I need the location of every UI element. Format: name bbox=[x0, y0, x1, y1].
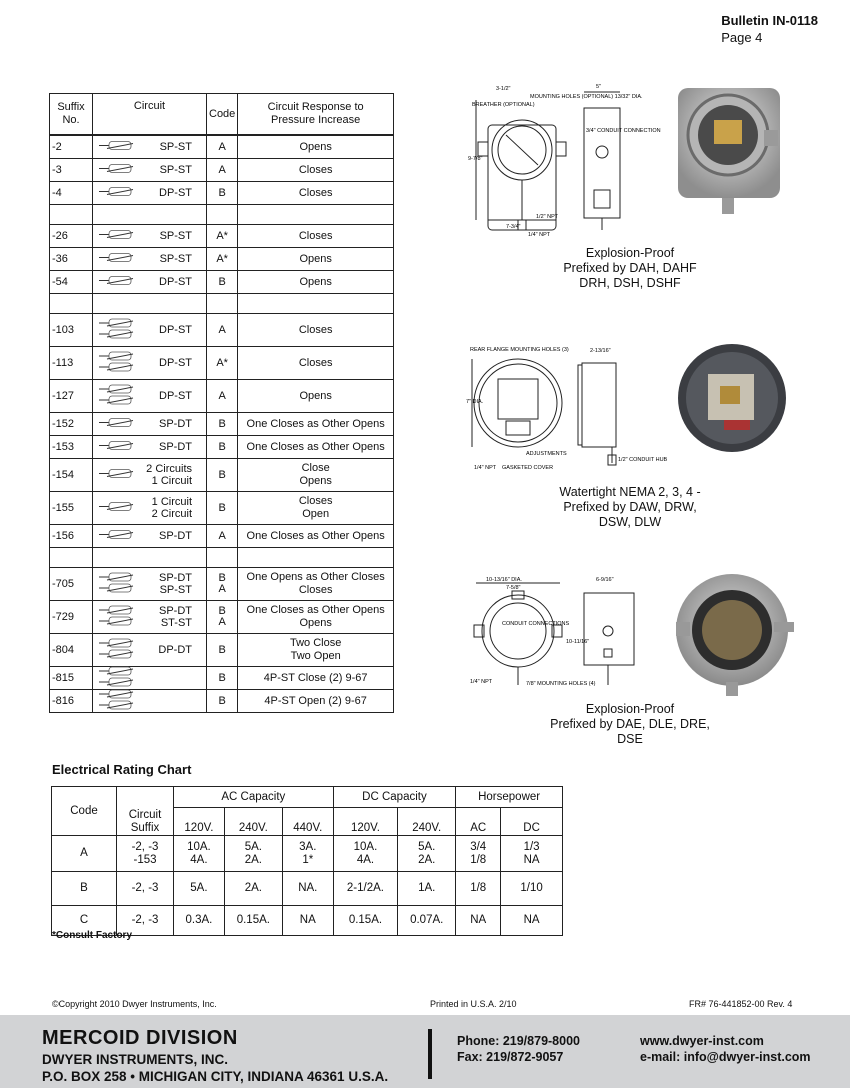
rating-cell-suffix: -2, -3 bbox=[117, 872, 174, 906]
fig2-label-c: 7" DIA. bbox=[466, 399, 484, 405]
code-cell: B bbox=[207, 271, 238, 294]
rating-cell-dc120: 10A. 4A. bbox=[333, 836, 398, 872]
code-cell: A bbox=[207, 380, 238, 413]
code-cell: B bbox=[207, 413, 238, 436]
fig3-label-e: 10-11/16" bbox=[566, 639, 590, 645]
suffix-row bbox=[50, 248, 394, 271]
rating-cell-hpac: 1/8 bbox=[456, 872, 501, 906]
website-link[interactable]: www.dwyer-inst.com bbox=[640, 1034, 764, 1048]
switch-symbol-icon bbox=[97, 530, 141, 543]
circuit-cell bbox=[93, 347, 207, 380]
circuit-label: SP-DT ST-ST bbox=[159, 605, 192, 629]
response-cell: Opens bbox=[238, 248, 394, 271]
erc-header-ac: AC Capacity bbox=[174, 787, 334, 808]
suffix-cell: -815 bbox=[50, 667, 93, 690]
suffix-row bbox=[50, 159, 394, 182]
switch-symbol-icon bbox=[97, 605, 141, 629]
fig3-label-d: CONDUIT CONNECTIONS bbox=[502, 621, 570, 627]
response-cell: 4P-ST Close (2) 9-67 bbox=[238, 667, 394, 690]
rating-cell-code: A bbox=[52, 836, 117, 872]
suffix-cell: -152 bbox=[50, 413, 93, 436]
electrical-chart-title: Electrical Rating Chart bbox=[52, 762, 192, 777]
switch-symbol-icon bbox=[97, 384, 141, 408]
suffix-row bbox=[50, 182, 394, 205]
circuit-cell bbox=[93, 690, 207, 713]
circuit-cell bbox=[93, 459, 207, 492]
suffix-cell: -103 bbox=[50, 314, 93, 347]
response-cell: Closes bbox=[238, 314, 394, 347]
erc-dc-120: 120V. bbox=[333, 808, 398, 836]
suffix-row bbox=[50, 568, 394, 601]
suffix-row bbox=[50, 413, 394, 436]
fig2-label-d: ADJUSTMENTS bbox=[526, 451, 567, 457]
response-cell: Closes bbox=[238, 182, 394, 205]
suffix-cell: -127 bbox=[50, 380, 93, 413]
suffix-row bbox=[50, 271, 394, 294]
switch-symbol-icon bbox=[97, 351, 141, 375]
response-cell: Opens bbox=[238, 380, 394, 413]
code-cell: B bbox=[207, 634, 238, 667]
response-cell: Closes Open bbox=[238, 492, 394, 525]
switch-symbol-icon bbox=[97, 318, 141, 342]
suffix-cell: -804 bbox=[50, 634, 93, 667]
switch-symbol-icon bbox=[97, 502, 141, 515]
suffix-cell: -2 bbox=[50, 135, 93, 159]
rating-cell-code: B bbox=[52, 872, 117, 906]
suffix-cell: -154 bbox=[50, 459, 93, 492]
copyright: ©Copyright 2010 Dwyer Instruments, Inc. bbox=[52, 999, 217, 1009]
spacer-row bbox=[50, 205, 394, 225]
footer-band bbox=[0, 1015, 850, 1088]
code-cell: B bbox=[207, 182, 238, 205]
fig1-label-g: 7-3/4" bbox=[506, 224, 521, 230]
spacer-row bbox=[50, 294, 394, 314]
suffix-cell: -113 bbox=[50, 347, 93, 380]
switch-symbol-icon bbox=[97, 469, 141, 482]
erc-hp-dc: DC bbox=[501, 808, 563, 836]
code-cell: B A bbox=[207, 568, 238, 601]
header-code: Code bbox=[207, 94, 238, 136]
rating-cell-ac240: 0.15A. bbox=[224, 906, 282, 936]
rating-cell-ac120: 10A. 4A. bbox=[174, 836, 225, 872]
suffix-cell: -729 bbox=[50, 601, 93, 634]
response-cell: 4P-ST Open (2) 9-67 bbox=[238, 690, 394, 713]
suffix-cell: -26 bbox=[50, 225, 93, 248]
suffix-row bbox=[50, 667, 394, 690]
code-cell: A bbox=[207, 314, 238, 347]
suffix-cell: -4 bbox=[50, 182, 93, 205]
suffix-row bbox=[50, 601, 394, 634]
circuit-label: DP-DT bbox=[158, 644, 192, 656]
code-cell: A* bbox=[207, 225, 238, 248]
code-cell: A bbox=[207, 135, 238, 159]
rating-cell-dc240: 5A. 2A. bbox=[398, 836, 456, 872]
suffix-row bbox=[50, 690, 394, 713]
circuit-cell bbox=[93, 248, 207, 271]
figure-1-drawing bbox=[466, 80, 661, 240]
fig1-label-f: 9-7/8" bbox=[468, 156, 483, 162]
fig1-label-d: MOUNTING HOLES (OPTIONAL) 13/32" DIA. bbox=[530, 94, 643, 100]
rating-cell-ac120: 5A. bbox=[174, 872, 225, 906]
company-address: P.O. BOX 258 • MICHIGAN CITY, INDIANA 46361 U.S.A. bbox=[42, 1069, 389, 1084]
rating-row bbox=[52, 836, 563, 872]
switch-symbol-icon bbox=[97, 638, 141, 662]
erc-ac-120: 120V. bbox=[174, 808, 225, 836]
fig2-label-b: 2-13/16" bbox=[590, 348, 611, 354]
response-cell: One Closes as Other Opens bbox=[238, 525, 394, 548]
switch-symbol-icon bbox=[97, 572, 141, 596]
figure-1-photo bbox=[664, 80, 794, 220]
circuit-cell bbox=[93, 601, 207, 634]
circuit-label: DP-ST bbox=[159, 324, 192, 336]
switch-symbol-icon bbox=[97, 141, 141, 154]
response-cell: One Opens as Other Closes Closes bbox=[238, 568, 394, 601]
switch-symbol-icon bbox=[97, 230, 141, 243]
suffix-row bbox=[50, 225, 394, 248]
contact-phone-block bbox=[457, 1033, 580, 1065]
circuit-cell bbox=[93, 314, 207, 347]
suffix-cell: -155 bbox=[50, 492, 93, 525]
switch-symbol-icon bbox=[97, 689, 141, 713]
circuit-label: DP-ST bbox=[159, 357, 192, 369]
circuit-label: 2 Circuits 1 Circuit bbox=[146, 463, 192, 487]
erc-header-hp: Horsepower bbox=[456, 787, 563, 808]
circuit-cell bbox=[93, 413, 207, 436]
rating-row bbox=[52, 872, 563, 906]
fig3-label-g: 7/8" MOUNTING HOLES (4) bbox=[526, 681, 596, 687]
fig2-label-g: 1/2" CONDUIT HUB bbox=[618, 457, 668, 463]
header-circuit: Circuit bbox=[93, 94, 207, 136]
fig1-label-c: BREATHER (OPTIONAL) bbox=[472, 102, 535, 108]
switch-symbol-icon bbox=[97, 441, 141, 454]
rating-cell-code: C bbox=[52, 906, 117, 936]
suffix-row bbox=[50, 634, 394, 667]
rating-cell-ac120: 0.3A. bbox=[174, 906, 225, 936]
suffix-cell: -3 bbox=[50, 159, 93, 182]
circuit-label: SP-DT bbox=[159, 418, 192, 430]
erc-ac-240: 240V. bbox=[224, 808, 282, 836]
fig3-label-f: 1/4" NPT bbox=[470, 679, 493, 685]
code-cell: B bbox=[207, 690, 238, 713]
rating-cell-hpac: NA bbox=[456, 906, 501, 936]
response-cell: One Closes as Other Opens bbox=[238, 413, 394, 436]
switch-symbol-icon bbox=[97, 253, 141, 266]
figure-2-caption: Watertight NEMA 2, 3, 4 - Prefixed by DAW, DRW, DSW, DLW bbox=[559, 485, 701, 529]
erc-ac-440: 440V. bbox=[282, 808, 333, 836]
header-suffix: Suffix No. bbox=[50, 94, 93, 136]
rating-cell-hpac: 3/4 1/8 bbox=[456, 836, 501, 872]
code-cell: B bbox=[207, 667, 238, 690]
rating-cell-suffix: -2, -3 -153 bbox=[117, 836, 174, 872]
circuit-cell bbox=[93, 182, 207, 205]
circuit-cell bbox=[93, 525, 207, 548]
email-link[interactable]: e-mail: info@dwyer-inst.com bbox=[640, 1050, 811, 1064]
fig1-label-i: 1/4" NPT bbox=[528, 232, 551, 238]
rating-cell-hpdc: 1/3 NA bbox=[501, 836, 563, 872]
circuit-cell bbox=[93, 159, 207, 182]
circuit-cell bbox=[93, 135, 207, 159]
response-cell: Close Opens bbox=[238, 459, 394, 492]
circuit-label: SP-ST bbox=[159, 141, 192, 153]
consult-factory-note: *Consult Factory bbox=[52, 930, 133, 941]
suffix-cell: -153 bbox=[50, 436, 93, 459]
fax: Fax: 219/872-9057 bbox=[457, 1050, 564, 1064]
header-response: Circuit Response to Pressure Increase bbox=[238, 94, 394, 136]
rating-cell-dc240: 1A. bbox=[398, 872, 456, 906]
form-number: FR# 76-441852-00 Rev. 4 bbox=[689, 999, 793, 1009]
suffix-cell: -54 bbox=[50, 271, 93, 294]
division-name: MERCOID DIVISION bbox=[42, 1027, 238, 1049]
erc-header-dc: DC Capacity bbox=[333, 787, 456, 808]
spacer-row bbox=[50, 548, 394, 568]
erc-header-suffix: Circuit Suffix bbox=[117, 787, 174, 836]
circuit-label: SP-ST bbox=[159, 164, 192, 176]
circuit-label: DP-ST bbox=[159, 390, 192, 402]
response-cell: Closes bbox=[238, 225, 394, 248]
phone: Phone: 219/879-8000 bbox=[457, 1034, 580, 1048]
fig1-label-a: 3-1/2" bbox=[496, 86, 511, 92]
rating-cell-dc120: 0.15A. bbox=[333, 906, 398, 936]
circuit-cell bbox=[93, 492, 207, 525]
circuit-label: SP-DT bbox=[159, 441, 192, 453]
erc-dc-240: 240V. bbox=[398, 808, 456, 836]
code-cell: A* bbox=[207, 347, 238, 380]
suffix-cell: -705 bbox=[50, 568, 93, 601]
suffix-row bbox=[50, 525, 394, 548]
fig1-label-h: 1/2" NPT bbox=[536, 214, 559, 220]
suffix-row bbox=[50, 314, 394, 347]
circuit-label: SP-DT bbox=[159, 530, 192, 542]
suffix-table bbox=[49, 93, 394, 713]
switch-symbol-icon bbox=[97, 187, 141, 200]
company-name: DWYER INSTRUMENTS, INC. bbox=[42, 1052, 229, 1067]
code-cell: B A bbox=[207, 601, 238, 634]
suffix-row bbox=[50, 492, 394, 525]
fig3-label-a: 10-13/16" DIA. bbox=[486, 577, 522, 583]
figure-3-drawing bbox=[466, 573, 646, 698]
rating-cell-hpdc: 1/10 bbox=[501, 872, 563, 906]
suffix-row bbox=[50, 380, 394, 413]
footer-divider bbox=[428, 1029, 432, 1079]
switch-symbol-icon bbox=[97, 418, 141, 431]
fig3-label-b: 7-5/8" bbox=[506, 585, 521, 591]
rating-cell-ac440: NA. bbox=[282, 872, 333, 906]
suffix-cell: -816 bbox=[50, 690, 93, 713]
circuit-cell bbox=[93, 634, 207, 667]
fig1-label-b: 5" bbox=[596, 84, 602, 90]
response-cell: One Closes as Other Opens Opens bbox=[238, 601, 394, 634]
code-cell: B bbox=[207, 459, 238, 492]
rating-cell-dc120: 2-1/2A. bbox=[333, 872, 398, 906]
rating-cell-hpdc: NA bbox=[501, 906, 563, 936]
circuit-cell bbox=[93, 271, 207, 294]
company-block bbox=[42, 1051, 388, 1085]
contact-web-block bbox=[640, 1033, 811, 1065]
switch-symbol-icon bbox=[97, 666, 141, 690]
fig1-label-e: 3/4" CONDUIT CONNECTION bbox=[586, 128, 661, 134]
circuit-cell bbox=[93, 667, 207, 690]
response-cell: Closes bbox=[238, 347, 394, 380]
rating-cell-ac440: 3A. 1* bbox=[282, 836, 333, 872]
figure-2-photo bbox=[672, 340, 792, 460]
figure-2-drawing bbox=[466, 343, 668, 483]
figure-3-caption: Explosion-Proof Prefixed by DAE, DLE, DRE, DSE bbox=[550, 702, 710, 746]
code-cell: B bbox=[207, 436, 238, 459]
circuit-label: SP-DT SP-ST bbox=[159, 572, 192, 596]
suffix-row bbox=[50, 347, 394, 380]
bulletin-number: Bulletin IN-0118 bbox=[721, 13, 818, 28]
circuit-label: SP-ST bbox=[159, 253, 192, 265]
circuit-label: DP-ST bbox=[159, 187, 192, 199]
suffix-row bbox=[50, 135, 394, 159]
circuit-label: SP-ST bbox=[159, 230, 192, 242]
rating-cell-ac440: NA bbox=[282, 906, 333, 936]
rating-cell-ac240: 5A. 2A. bbox=[224, 836, 282, 872]
code-cell: B bbox=[207, 492, 238, 525]
rating-cell-suffix: -2, -3 bbox=[117, 906, 174, 936]
fig2-label-e: GASKETED COVER bbox=[502, 465, 554, 471]
suffix-cell: -156 bbox=[50, 525, 93, 548]
response-cell: Opens bbox=[238, 135, 394, 159]
circuit-cell bbox=[93, 436, 207, 459]
suffix-row bbox=[50, 436, 394, 459]
response-cell: One Closes as Other Opens bbox=[238, 436, 394, 459]
response-cell: Opens bbox=[238, 271, 394, 294]
fig3-label-c: 6-9/16" bbox=[596, 577, 614, 583]
rating-cell-ac240: 2A. bbox=[224, 872, 282, 906]
erc-hp-ac: AC bbox=[456, 808, 501, 836]
suffix-cell: -36 bbox=[50, 248, 93, 271]
code-cell: A* bbox=[207, 248, 238, 271]
suffix-row bbox=[50, 459, 394, 492]
response-cell: Closes bbox=[238, 159, 394, 182]
circuit-cell bbox=[93, 380, 207, 413]
printed-in: Printed in U.S.A. 2/10 bbox=[430, 999, 517, 1009]
figure-3-photo bbox=[666, 570, 802, 700]
code-cell: A bbox=[207, 159, 238, 182]
switch-symbol-icon bbox=[97, 164, 141, 177]
circuit-cell bbox=[93, 568, 207, 601]
figure-1-caption: Explosion-Proof Prefixed by DAH, DAHF DRH, DSH, DSHF bbox=[563, 246, 697, 290]
erc-header-code: Code bbox=[52, 787, 117, 836]
circuit-cell bbox=[93, 225, 207, 248]
rating-cell-dc240: 0.07A. bbox=[398, 906, 456, 936]
fig2-label-a: REAR FLANGE MOUNTING HOLES (3) bbox=[470, 347, 569, 353]
code-cell: A bbox=[207, 525, 238, 548]
fig2-label-f: 1/4" NPT bbox=[474, 465, 497, 471]
page-number: Page 4 bbox=[721, 30, 763, 45]
electrical-rating-table bbox=[51, 786, 563, 936]
circuit-label: 1 Circuit 2 Circuit bbox=[151, 496, 192, 520]
bulletin-header bbox=[721, 12, 818, 46]
response-cell: Two Close Two Open bbox=[238, 634, 394, 667]
switch-symbol-icon bbox=[97, 276, 141, 289]
circuit-label: DP-ST bbox=[159, 276, 192, 288]
